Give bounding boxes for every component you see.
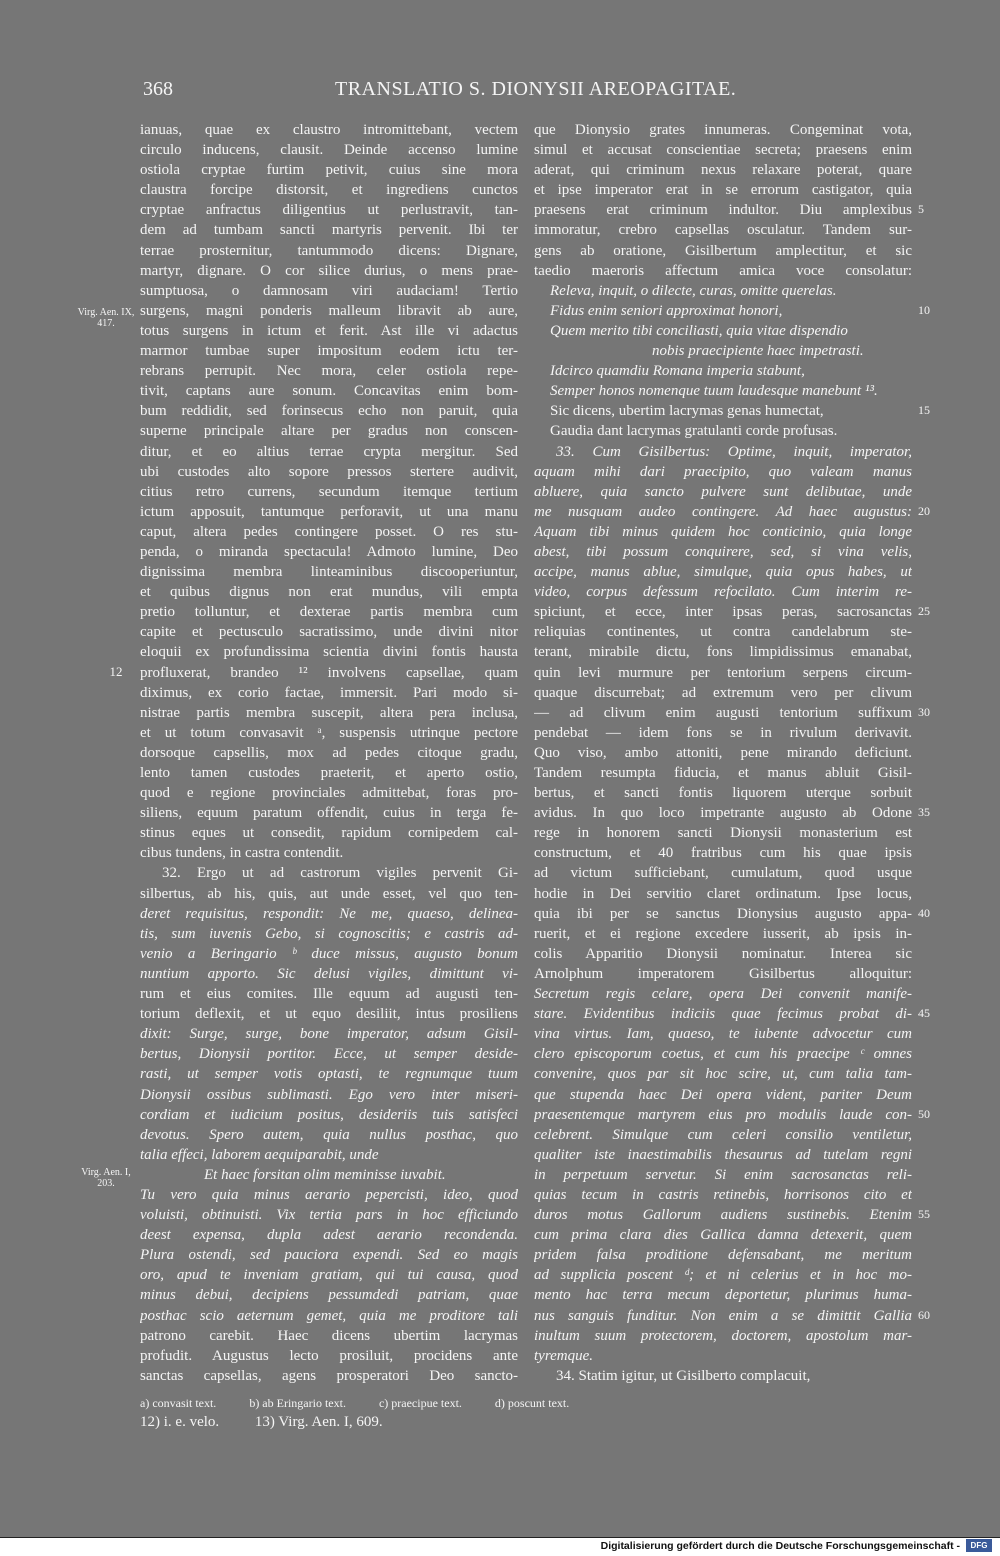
line-number: 55 bbox=[918, 1207, 930, 1222]
left-column-line: oro, apud te inveniam gratiam, qui tui causa, quod bbox=[140, 1267, 518, 1284]
right-column-line: constructum, et 40 fratribus cum his quae ipsis bbox=[534, 845, 912, 862]
left-column-line: venio a Beringario ᵇ duce missus, augusto bonum bbox=[140, 945, 518, 962]
left-column-line: cibus tundens, in castra contendit. bbox=[140, 845, 344, 862]
right-column-line: celebrent. Simulque cum celeri consilio ventiletur, bbox=[534, 1126, 912, 1143]
right-column-line: nobis praecipiente haec impetrasti. bbox=[652, 343, 864, 360]
right-column-line: ad supplicia poscent ᵈ; et ni celerius et in hoc mo- bbox=[534, 1267, 912, 1284]
right-column-line: tyremque. bbox=[534, 1347, 594, 1364]
line-number: 60 bbox=[918, 1307, 930, 1322]
right-column-line: praesens erat criminum indultor. Diu amplexibus bbox=[534, 202, 912, 219]
right-column-line: mento hac terra mecum deportetur, plurimus huma- bbox=[534, 1287, 912, 1304]
left-column-line: rum et eius comites. Ille equum ad augusti ten- bbox=[140, 986, 518, 1003]
right-column-line: Semper honos nomenque tuum laudesque manebunt ¹³. bbox=[550, 383, 878, 400]
left-column-line: minus debui, decipiens pessumdedi patriam, quae bbox=[140, 1287, 518, 1304]
left-column-line: rebrans perrupit. Nec mora, celer ostiola repe- bbox=[140, 363, 518, 380]
left-column-line: profluxerat, brandeo ¹² involvens capsellae, quam bbox=[140, 664, 518, 681]
right-column-line: qualiter iste inaestimabilis thesaurus ad tutelam regni bbox=[534, 1146, 912, 1163]
right-column-line: rege in honorem sancti Dionysii monasterium est bbox=[534, 825, 912, 842]
left-column-line: voluisti, obtinuisti. Vix tertia pars in hoc efficiundo bbox=[140, 1207, 518, 1224]
left-column-line: bertus, Dionysii portitor. Ecce, ut semper deside- bbox=[140, 1046, 518, 1063]
right-column-line: et ipse imperator erat in se errorum castigator, quia bbox=[534, 182, 912, 199]
line-number: 35 bbox=[918, 805, 930, 820]
right-column-line: — ad clivum enim augusti tentorium suffixum bbox=[534, 704, 912, 721]
right-column-line: duros motus Gallorum audiens sustinebis. Etenim bbox=[534, 1207, 912, 1224]
right-column-line: convenire, quos par sit hoc scire, ut, cum talia tam- bbox=[534, 1066, 912, 1083]
left-column-line: stinus eques ut consedit, rapidum cornipedem cal- bbox=[140, 825, 518, 842]
left-column-line: martyr, dignare. O cor silice durius, o mens prae- bbox=[140, 262, 518, 279]
left-column-line: ianuas, quae ex claustro intromittebant, vectem bbox=[140, 122, 518, 138]
left-column-line: et ut totum convasavit ᵃ, suspensis utrinque pectore bbox=[140, 724, 518, 741]
left-column-line: dorsoque capsellis, mox ad pedes citoque gradu, bbox=[140, 744, 518, 761]
left-column-line: penda, o miranda spectacula! Admoto lumine, Deo bbox=[140, 543, 518, 560]
footnotes-letters bbox=[140, 1396, 599, 1411]
right-column-line: aderat, qui criminum nexus relaxare poterat, quare bbox=[534, 162, 912, 179]
right-column-line: simul et accusat conscientiae secreta; praesens enim bbox=[534, 142, 912, 159]
right-column-line: in perpetuum servetur. Si enim sacrosanctas reli- bbox=[534, 1166, 912, 1183]
sidenote-virg-aen-2: Virg. Aen. I, 203. bbox=[81, 1167, 131, 1189]
line-number: 5 bbox=[918, 202, 924, 217]
left-column-line: cryptae anfractus diligentius ut perlustravit, tan- bbox=[140, 202, 518, 219]
left-column-line: tis, sum iuvenis Gebo, si cognoscitis; e castris ad- bbox=[140, 925, 518, 942]
footnote-13: 13) Virg. Aen. I, 609. bbox=[254, 1414, 383, 1430]
credit-text: Digitalisierung gefördert durch die Deutsche Forschungsgemeinschaft - bbox=[600, 1540, 960, 1552]
right-column-line: Secretum regis celare, opera Dei convenit manife- bbox=[534, 986, 912, 1003]
right-column-line: colis Apparitio Dionysii nominatur. Interea sic bbox=[534, 945, 912, 962]
left-column-line: rasti, ut semper votis optasti, te regnumque tuum bbox=[140, 1066, 518, 1083]
left-column-line: tivit, captans aure sonum. Concavitas enim bom- bbox=[140, 383, 518, 400]
left-column-line: eloquii ex profundissima scientia divini fontis hausta bbox=[140, 644, 518, 661]
sidenote-virg-aen-1: Virg. Aen. IX, 417. bbox=[77, 307, 135, 329]
left-column-line: caput, altera pedes contingere posset. O res stu- bbox=[140, 523, 518, 540]
left-column-line: citius retro currens, secundum itemque tertium bbox=[140, 483, 518, 500]
line-number: 30 bbox=[918, 704, 930, 719]
left-column-line: Plura ostendi, sed pauciora expendi. Sed eo magis bbox=[140, 1247, 518, 1264]
right-column-line: immoratur, crebro capsellas osculatur. Tandem sur- bbox=[534, 222, 912, 239]
left-column-line: siliens, equum paratum offendit, cuius in terga fe- bbox=[140, 805, 518, 822]
right-column-line: ruerit, et ei regione excedere iusserit, ab ipsis in- bbox=[534, 925, 912, 942]
left-column-line: cordiam et iudicium positus, desideriis tuis satisfeci bbox=[140, 1106, 518, 1123]
right-column-line: nus sanguis funditur. Non enim a se dimittit Gallia bbox=[534, 1307, 912, 1324]
line-number: 15 bbox=[918, 403, 930, 418]
right-column-line: Releva, inquit, o dilecte, curas, omitte querelas. bbox=[550, 282, 837, 299]
left-column-line: patrono carebit. Haec dicens ubertim lacrymas bbox=[140, 1327, 518, 1344]
right-column-line: pridem falsa proditione defensabant, me meritum bbox=[534, 1247, 912, 1264]
left-column-line: 32. Ergo ut ad castrorum vigiles pervenit Gi- bbox=[162, 865, 518, 882]
left-column-line: quod e regione provinciales admittebat, foras pro- bbox=[140, 785, 518, 802]
right-column-line: ad victum sufficiebant, cumulatum, quod usque bbox=[534, 865, 912, 882]
left-column-line: pretio tolluntur, et dexterae partis membra cum bbox=[140, 604, 518, 621]
left-column-line: dignissima membra linteaminibus discooperiuntur, bbox=[140, 564, 518, 581]
line-number: 45 bbox=[918, 1006, 930, 1021]
line-number: 10 bbox=[918, 302, 930, 317]
right-column-line: quin levi murmure per tentorium serpens circum- bbox=[534, 664, 912, 681]
left-column-line: Et haec forsitan olim meminisse iuvabit. bbox=[204, 1166, 446, 1183]
right-column-line: Fidus enim seniori approximat honori, bbox=[550, 302, 783, 319]
right-column-line: Sic dicens, ubertim lacrymas genas humectat, bbox=[550, 403, 824, 420]
left-column-line: ditur, et eo altius terrae crypta mergitur. Sed bbox=[140, 443, 518, 460]
right-column-line: que stupenda haec Dei opera vident, pariter Deum bbox=[534, 1086, 912, 1103]
right-column-line: Gaudia dant lacrymas gratulanti corde profusas. bbox=[550, 423, 838, 440]
left-column-line: nuntium apporto. Sic delusi vigiles, dimittunt vi- bbox=[140, 965, 518, 982]
dfg-logo: DFG bbox=[966, 1539, 992, 1552]
left-column-line: Tu vero quia minus aerario pepercisti, ideo, quod bbox=[140, 1186, 518, 1203]
page-number: 368 bbox=[143, 78, 173, 100]
left-column-line: ictum apposuit, tantumque perforavit, ut una manu bbox=[140, 503, 518, 520]
right-column-line: praesentemque martyrem eius pro modulis laude con- bbox=[534, 1106, 912, 1123]
right-column-line: spiciunt, et ecce, inter ipsas peras, sacrosanctas bbox=[534, 604, 912, 621]
right-column-line: abluere, quia sancto pulvere sunt delibutae, unde bbox=[534, 483, 912, 500]
right-column-line: Tandem resumpta fiducia, et manus abluit Gisil- bbox=[534, 765, 912, 781]
line-number: 40 bbox=[918, 905, 930, 920]
line-number: 25 bbox=[918, 604, 930, 619]
right-column-line: clero episcoporum coetus, et cum his praecipe ᶜ omnes bbox=[534, 1046, 912, 1063]
right-column-line: terant, mirabile dictu, fons limpidissimus emanabat, bbox=[534, 644, 912, 661]
left-column-line: nistrae partis membra suscepit, altera pera inclusa, bbox=[140, 704, 518, 721]
right-column-line: bertus, et sancti fontis liquorem uterque sorbuit bbox=[534, 785, 912, 802]
right-column-line: vina virtus. Iam, quaeso, te iubente advocetur cum bbox=[534, 1026, 912, 1043]
left-column bbox=[140, 120, 518, 1386]
left-column-line: dixit: Surge, surge, bone imperator, adsum Gisil- bbox=[140, 1026, 518, 1043]
footnote-12: 12) i. e. velo. bbox=[140, 1414, 220, 1430]
left-column-line: et quibus dignus non erat mundus, vili empta bbox=[140, 584, 518, 601]
left-column-line: bum reddidit, sed forinsecus echo non paruit, quia bbox=[140, 403, 518, 420]
left-column-line: diximus, ex corio factae, immersit. Pari modo si- bbox=[140, 684, 518, 701]
left-column-line: totus surgens in ictum et ferit. Ast ille vi adactus bbox=[140, 322, 518, 339]
right-column-line: Quo viso, ambo attoniti, pene mirando deficiunt. bbox=[534, 744, 912, 761]
right-column-line: que Dionysio grates innumeras. Congeminat vota, bbox=[534, 122, 912, 138]
footnote-c: c) praecipue text. bbox=[378, 1396, 462, 1410]
right-column-line: quias tecum in castris retinebis, horrisonos cito et bbox=[534, 1186, 912, 1203]
line-number: 50 bbox=[918, 1106, 930, 1121]
right-column-line: inultum suum protectorem, doctorem, apostolum mar- bbox=[534, 1327, 912, 1344]
left-column-line: talia effeci, laborem aequiparabit, unde bbox=[140, 1146, 379, 1163]
left-column-line: superne principale altare per gradus non conscen- bbox=[140, 423, 518, 440]
left-column-line: surgens, magni ponderis malleum libravit ab aure, bbox=[140, 302, 518, 319]
right-column-line: Idcirco quamdiu Romana imperia stabunt, bbox=[550, 363, 805, 380]
left-column-line: capite et pectusculo sacratissimo, unde divini nitor bbox=[140, 624, 518, 641]
right-column-line: reliquias continentes, ut contra candelabrum ste- bbox=[534, 624, 912, 641]
right-column-line: Aquam tibi minus quidem hoc conticinio, quia longe bbox=[534, 523, 912, 540]
line-number: 20 bbox=[918, 503, 930, 518]
left-column-line: ostiola cryptae furtim petivit, cuius sine mora bbox=[140, 162, 518, 179]
left-column-line: dem ad tumbam sancti martyris pervenit. Ibi ter bbox=[140, 222, 518, 239]
right-column-line: Arnolphum imperatorem Gisilbertus alloquitur: bbox=[534, 965, 912, 982]
footnote-d: d) poscunt text. bbox=[494, 1396, 570, 1410]
right-column bbox=[534, 120, 912, 1386]
right-column-line: avidus. In quo loco impetrante augusto ab Odone bbox=[534, 805, 912, 822]
right-column-line: quia ibi per se sanctus Dionysius augusto appa- bbox=[534, 905, 912, 922]
left-column-line: marmor tumbae super impositum eodem ictu ter- bbox=[140, 343, 518, 360]
left-column-line: sanctas capsellas, agens prosperatori Deo sancto- bbox=[140, 1367, 518, 1384]
left-column-line: deest expensa, dupla adest aerario recondenda. bbox=[140, 1227, 518, 1244]
left-column-line: ubi custodes alto sopore pressos stertere audivit, bbox=[140, 463, 518, 480]
sidenote-12: 12 bbox=[109, 664, 123, 679]
left-column-line: silbertus, ab his, quis, aut unde esset, vel quo ten- bbox=[140, 885, 518, 902]
right-column-line: stare. Evidentibus indiciis quae fecimus probat di- bbox=[534, 1006, 912, 1023]
right-column-line: gens ab oratione, Gisilbertum amplectitur, et sic bbox=[534, 242, 912, 259]
running-head: TRANSLATIO S. DIONYSII AREOPAGITAE. bbox=[335, 78, 737, 100]
left-column-line: sumptuosa, o damnosam viri audaciam! Tertio bbox=[140, 282, 518, 299]
left-column-line: Dionysii ossibus sublimasti. Ego vero inter miseri- bbox=[140, 1086, 518, 1103]
left-column-line: lento tamen custodes praeterit, et aperto ostio, bbox=[140, 765, 518, 781]
right-column-line: Quem merito tibi conciliasti, quia vitae dispendio bbox=[550, 322, 848, 339]
left-column-line: claustra forcipe distorsit, et ingrediens cunctos bbox=[140, 182, 518, 199]
left-column-line: posthac scio aeternum gemet, quia me proditore tali bbox=[140, 1307, 518, 1324]
right-column-line: me nusquam audeo contingere. Ad haec augustus: bbox=[534, 503, 912, 520]
right-column-line: aquam mihi dari praecipito, quo valeam manus bbox=[534, 463, 912, 480]
right-column-line: cum prima clara dies Gallica damna detexerit, quem bbox=[534, 1227, 912, 1244]
footnotes-numbers bbox=[140, 1414, 415, 1431]
right-column-line: hodie in Dei servitio claret ordinatum. Ipse locus, bbox=[534, 885, 912, 902]
left-column-line: deret requisitus, respondit: Ne me, quaeso, delinea- bbox=[140, 905, 518, 922]
left-column-line: torium deflexit, et ut equo desiliit, intus prosiliens bbox=[140, 1006, 518, 1023]
right-column-line: accipe, manus ablue, simulque, quia opus habes, ut bbox=[534, 564, 912, 581]
footnote-b: b) ab Eringario text. bbox=[249, 1396, 346, 1410]
left-column-line: circulo inducens, clausit. Deinde accenso lumine bbox=[140, 142, 518, 159]
right-column-line: 33. Cum Gisilbertus: Optime, inquit, imperator, bbox=[556, 443, 912, 460]
right-column-line: abest, tibi possum conquirere, sed, si vina velis, bbox=[534, 543, 912, 560]
left-column-line: devotus. Spero autem, quia nullus posthac, quo bbox=[140, 1126, 518, 1143]
right-column-line: pendebat — idem fons se in rivulum derivavit. bbox=[534, 724, 912, 741]
right-column-line: video, corpus defessum refocilato. Cum interim re- bbox=[534, 584, 912, 601]
footnote-a: a) convasit text. bbox=[140, 1396, 217, 1410]
right-column-line: taedio maeroris affectum amica voce consolatur: bbox=[534, 262, 912, 279]
left-column-line: profudit. Augustus lecto prosiluit, procidens ante bbox=[140, 1347, 518, 1364]
left-column-line: terrae prosternitur, tantummodo dicens: Dignare, bbox=[140, 242, 518, 259]
right-column-line: quaque discurrebat; ad extremum vero per clivum bbox=[534, 684, 912, 701]
right-column-line: 34. Statim igitur, ut Gisilberto complacuit, bbox=[556, 1367, 811, 1384]
